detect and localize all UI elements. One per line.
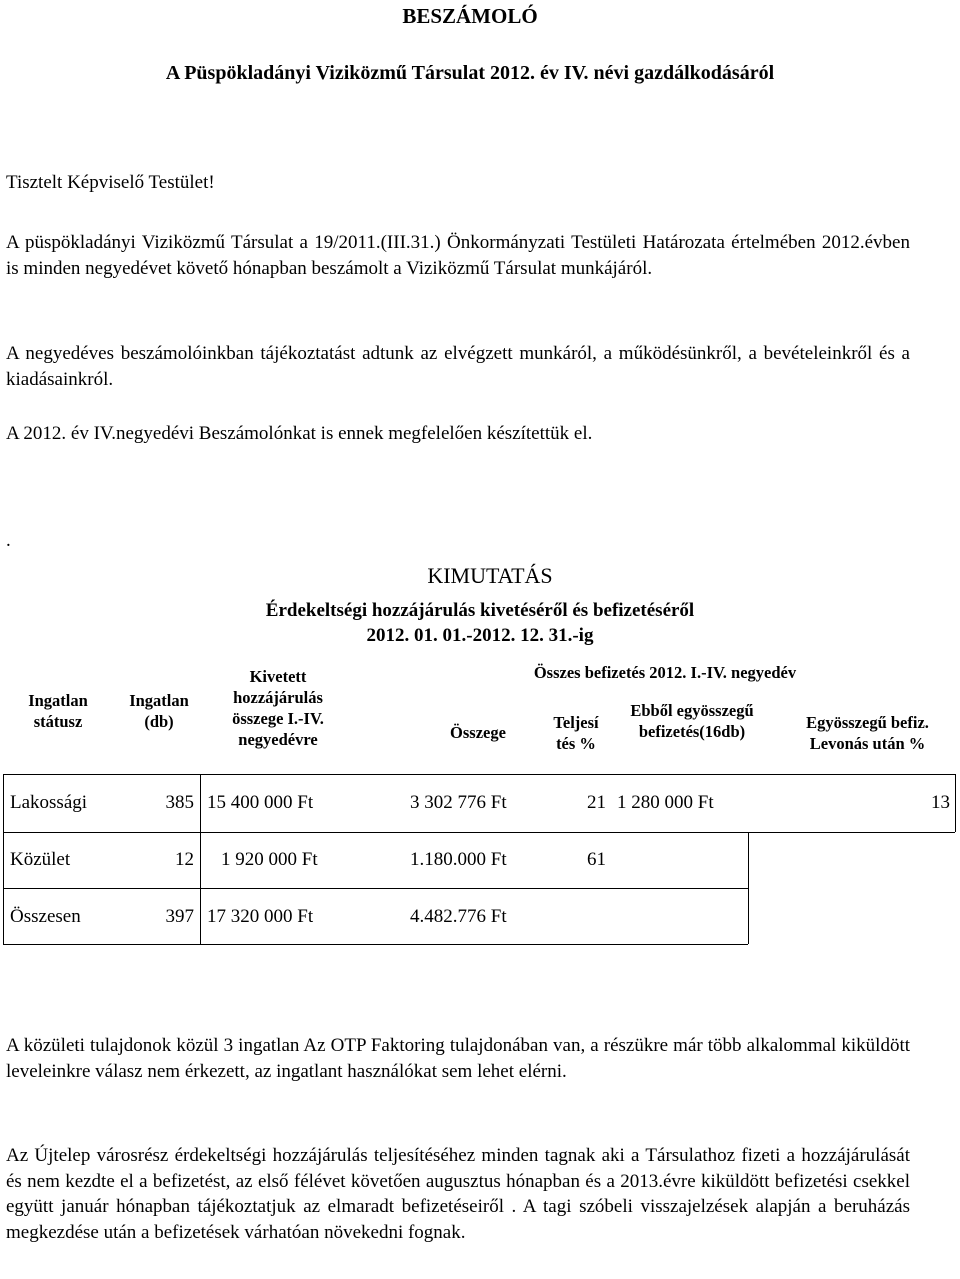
cell-sum: 4.482.776 Ft xyxy=(410,906,507,927)
greeting: Tisztelt Képviselő Testület! xyxy=(6,172,215,193)
cell-lump-pct: 13 xyxy=(931,792,950,813)
cell-percent: 21 xyxy=(587,792,606,813)
cell-lump: 1 280 000 Ft xyxy=(617,792,714,813)
cell-assessed: 17 320 000 Ft xyxy=(207,906,314,927)
closing-paragraph-2: Az Újtelep városrész érdekeltségi hozzájárulás teljesítéséhez minden tagnak aki a Társulathoz fizeti a hozzájárulását és nem kezdte el a befizetést, az első félévet követően augusztus hónapban és a 2013.évre kiküldött befizetési csekkel együtt január hónapban tájékoztatjuk az elmaradt befizetéseiről . A tagi szóbeli visszajelzések alapján a beruházás megkezdése után a befizetések várhatóan növekedni fognak. xyxy=(6,1145,910,1243)
report-subtitle: A Püspökladányi Viziközmű Társulat 2012. év IV. névi gazdálkodásáról xyxy=(165,62,775,84)
kimutatas-subtitle-line-1: Érdekeltségi hozzájárulás kivetéséről és befizetéséről xyxy=(265,600,695,621)
header-sum: Összege xyxy=(450,723,506,742)
header-lump-sum: Ebből egyösszegű befizetés(16db) xyxy=(630,701,754,741)
kimutatas-subtitle-line-2: 2012. 01. 01.-2012. 12. 31.-ig xyxy=(366,625,594,646)
kimutatas-title: KIMUTATÁS xyxy=(427,563,553,588)
page-title: BESZÁMOLÓ xyxy=(402,4,538,28)
cell-assessed: 15 400 000 Ft xyxy=(207,792,314,813)
header-total-payments: Összes befizetés 2012. I.-IV. negyedév xyxy=(533,663,797,682)
cell-status: Összesen xyxy=(10,906,81,927)
cell-count: 385 xyxy=(165,792,194,813)
header-status: Ingatlan státusz xyxy=(28,691,88,731)
cell-status: Lakossági xyxy=(10,792,88,813)
cell-status: Közület xyxy=(10,849,71,870)
header-count: Ingatlan (db) xyxy=(129,691,189,731)
cell-sum: 3 302 776 Ft xyxy=(410,792,507,813)
cell-assessed: 1 920 000 Ft xyxy=(221,849,318,870)
intro-paragraph-3: A 2012. év IV.negyedévi Beszámolónkat is ennek megfelelően készítettük el. xyxy=(6,423,593,444)
closing-paragraph-1: A közületi tulajdonok közül 3 ingatlan Az OTP Faktoring tulajdonában van, a részükre már több alkalommal kiküldött leveleinkre válasz nem érkezett, az ingatlant használókat sem lehet elérni. xyxy=(6,1035,910,1082)
header-percent: Teljesí tés % xyxy=(553,713,599,753)
cell-count: 397 xyxy=(165,906,194,927)
kimutatas-subtitle xyxy=(180,598,780,648)
intro-paragraph-2: A negyedéves beszámolóinkban tájékoztatást adtunk az elvégzett munkáról, a működésünkről, a bevételeinkről és a kiadásainkról. xyxy=(6,343,910,390)
header-lump-pct: Egyösszegű befiz. Levonás után % xyxy=(806,713,929,753)
cell-count: 12 xyxy=(175,849,194,870)
cell-sum: 1.180.000 Ft xyxy=(410,849,507,870)
intro-paragraph-1: A püspökladányi Viziközmű Társulat a 19/2011.(III.31.) Önkormányzati Testületi Határozata értelmében 2012.évben is minden negyedévet követő hónapban beszámolt a Viziközmű Társulat munkájáról. xyxy=(6,232,910,279)
stray-dot: . xyxy=(6,530,11,551)
cell-percent: 61 xyxy=(587,849,606,870)
header-assessed: Kivetett hozzájárulás összege I.-IV. negyedévre xyxy=(232,667,324,749)
